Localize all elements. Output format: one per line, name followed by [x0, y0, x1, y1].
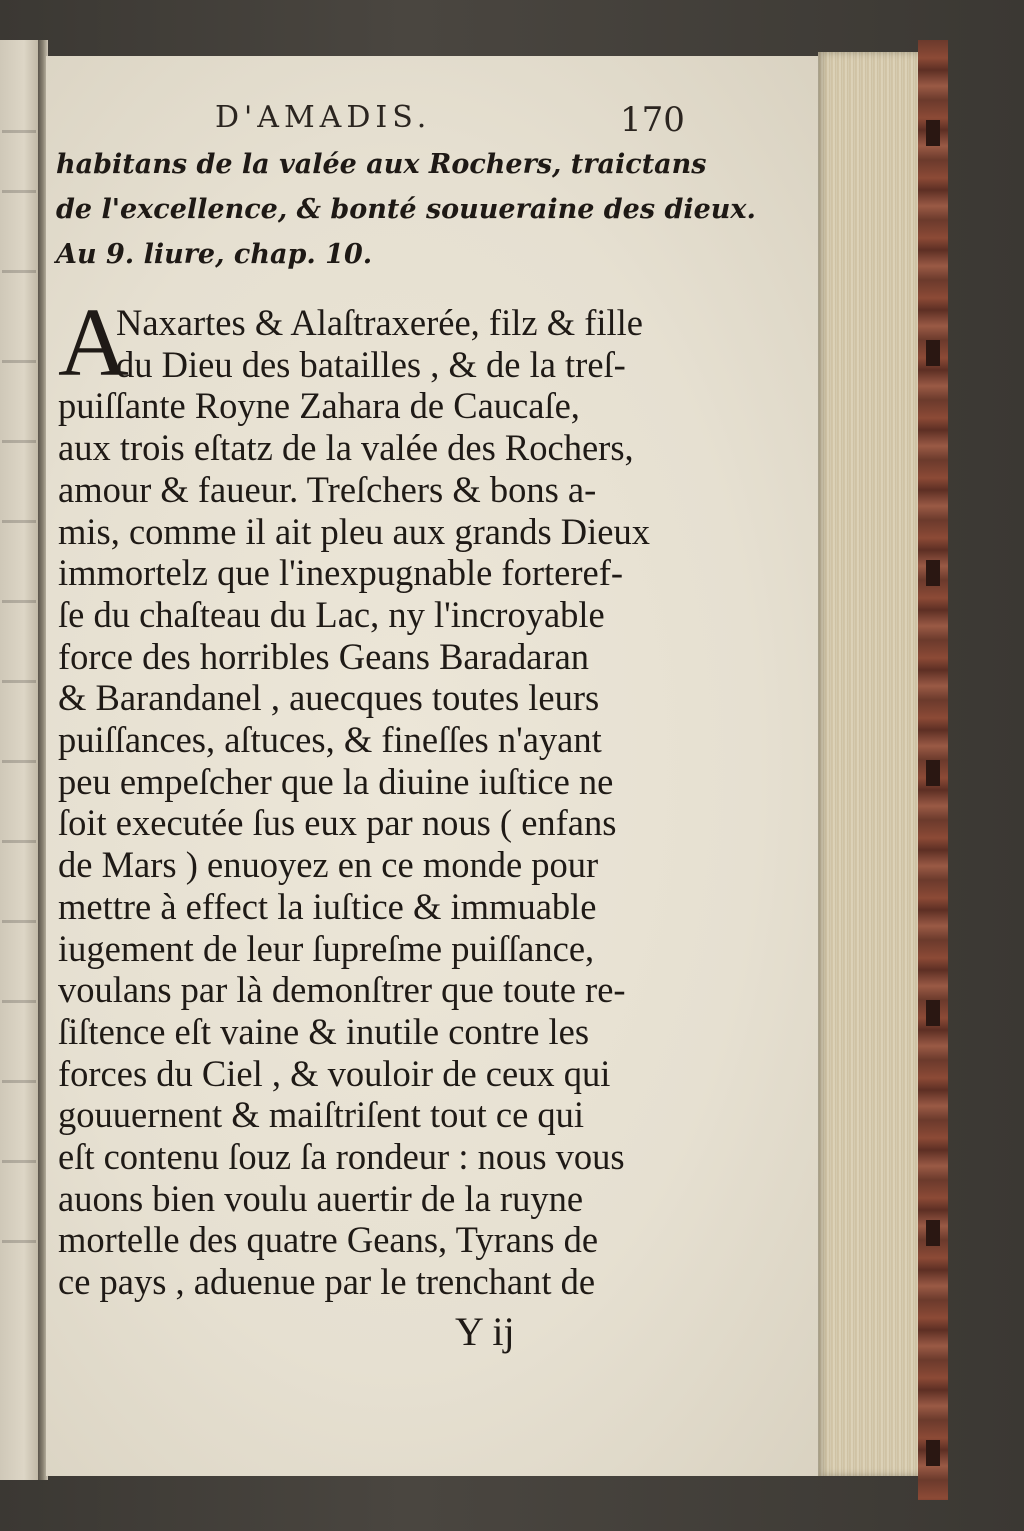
text-line: ſiſtence eſt vaine & inutile contre les	[58, 1010, 590, 1052]
text-line: immortelz que l'inexpugnable forteref-	[58, 552, 624, 594]
section-heading	[56, 142, 756, 277]
text-line: iugement de leur ſupreſme puiſſance,	[58, 927, 595, 969]
text-line: mis, comme il ait pleu aux grands Dieux	[58, 510, 650, 552]
drop-capital: A	[58, 289, 129, 397]
text-line: ce pays , aduenue par le trenchant de	[58, 1261, 596, 1303]
text-line: forces du Ciel , & vouloir de ceux qui	[58, 1052, 611, 1094]
text-line: voulans par là demonſtrer que toute re-	[58, 969, 626, 1011]
text-line: puiſſances, aſtuces, & fineſſes n'ayant	[58, 719, 602, 761]
heading-line: de l'excellence, & bonté souueraine des dieux.	[56, 194, 756, 225]
signature-mark: Y ij	[455, 1309, 515, 1354]
text-line: ſe du chaſteau du Lac, ny l'incroyable	[58, 593, 605, 635]
text-line: amour & faueur. Treſchers & bons a-	[58, 468, 597, 510]
heading-line: Au 9. liure, chap. 10.	[56, 239, 373, 270]
text-line: Naxartes & Alaſtraxerée, filz & fille	[116, 302, 643, 343]
text-line: force des horribles Geans Baradaran	[58, 635, 590, 677]
text-line: & Barandanel , auecques toutes leurs	[58, 677, 600, 719]
text-line: ſoit executée ſus eux par nous ( enfans	[58, 802, 617, 844]
text-line: aux trois eſtatz de la valée des Rochers,	[58, 427, 634, 469]
body-text	[58, 302, 698, 1303]
text-line: de Mars ) enuoyez en ce monde pour	[58, 844, 599, 886]
text-line: mortelle des quatre Geans, Tyrans de	[58, 1219, 599, 1261]
page-number: 170	[620, 100, 685, 140]
leather-cover-edge	[918, 40, 948, 1500]
text-line: auons bien voulu auertir de la ruyne	[58, 1177, 584, 1219]
text-line: puiſſante Royne Zahara de Caucaſe,	[58, 385, 580, 427]
text-line: gouuernent & maiſtriſent tout ce qui	[58, 1094, 585, 1136]
text-line: mettre à effect la iuſtice & immuable	[58, 885, 597, 927]
text-line: peu empeſcher que la diuine iuſtice ne	[58, 760, 614, 802]
heading-line: habitans de la valée aux Rochers, traictans	[56, 149, 707, 180]
page-block-edge	[818, 52, 920, 1476]
facing-page-fragment	[0, 40, 40, 1480]
text-line: du Dieu des batailles , & de la treſ-	[116, 343, 626, 385]
text-line: eſt contenu ſouz ſa rondeur : nous vous	[58, 1136, 625, 1178]
running-title: D'AMADIS.	[215, 100, 432, 135]
